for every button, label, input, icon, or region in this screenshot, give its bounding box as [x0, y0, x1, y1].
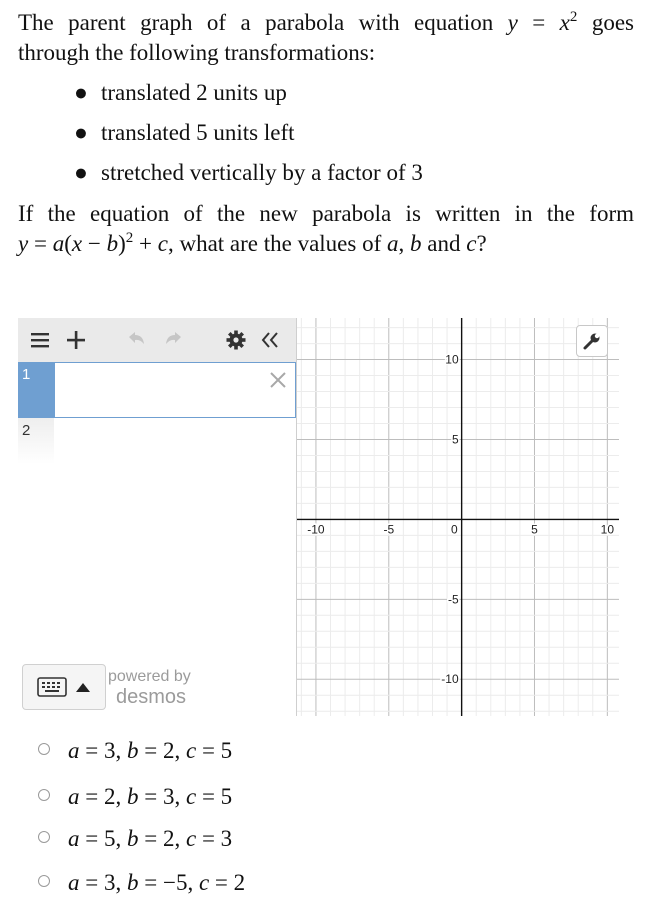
expression-row[interactable]: [18, 362, 296, 418]
paren: ): [118, 231, 126, 256]
equals: =: [138, 784, 163, 809]
x-tick-label: 5: [531, 522, 538, 537]
equals: =: [138, 826, 163, 851]
equals: =: [138, 870, 163, 895]
value-c: 2: [233, 870, 246, 895]
exponent: 2: [125, 230, 134, 246]
expression-row[interactable]: [18, 418, 296, 464]
bullet-icon: ●: [74, 160, 88, 185]
radio-button[interactable]: [38, 789, 50, 801]
question-line-2: through the following transformations:: [18, 40, 376, 65]
separator: ,: [187, 870, 199, 895]
desmos-logo-text: desmos: [116, 686, 187, 708]
var-b: b: [126, 826, 139, 851]
graph-settings-button[interactable]: [576, 325, 608, 357]
var-y: y: [18, 231, 29, 256]
x-tick-label: -5: [383, 522, 395, 537]
var-a: a: [68, 784, 80, 809]
radio-button[interactable]: [38, 875, 50, 887]
answer-option-3[interactable]: [38, 824, 232, 854]
question-text: goes: [577, 10, 634, 35]
value-c: 5: [220, 784, 233, 809]
radio-button[interactable]: [38, 831, 50, 843]
x-tick-label: -10: [307, 522, 325, 537]
equals: =: [79, 784, 104, 809]
question-mark: ?: [476, 231, 487, 256]
var-a: a: [387, 231, 399, 256]
equals: =: [196, 784, 221, 809]
separator: ,: [115, 826, 127, 851]
var-a: a: [68, 826, 80, 851]
delete-expression-icon[interactable]: [268, 370, 288, 390]
value-c: 5: [220, 738, 233, 763]
var-a: a: [68, 870, 80, 895]
value-c: 3: [220, 826, 233, 851]
hamburger-menu-icon[interactable]: [28, 328, 52, 352]
equals: =: [196, 826, 221, 851]
value-b: −5: [162, 870, 188, 895]
var-y: y: [507, 10, 518, 35]
equals: =: [209, 870, 234, 895]
var-a: a: [68, 738, 80, 763]
question-line-3: If the equation of the new parabola is written in the form: [18, 201, 634, 226]
separator: ,: [115, 784, 127, 809]
paren: (: [64, 231, 72, 256]
y-tick-label: -5: [447, 592, 459, 607]
y-tick-label: 5: [451, 432, 459, 447]
value-a: 3: [103, 738, 116, 763]
question-text: , what are the values of: [167, 231, 388, 256]
bullet-text: translated 5 units left: [101, 120, 295, 145]
value-a: 2: [103, 784, 116, 809]
value-b: 2: [162, 738, 175, 763]
keypad-toggle-button[interactable]: [22, 664, 106, 710]
bullet-item: [74, 118, 295, 148]
bullet-item: [74, 78, 287, 108]
value-a: 5: [103, 826, 116, 851]
comma: ,: [398, 231, 411, 256]
redo-icon[interactable]: [162, 328, 186, 352]
value-a: 3: [103, 870, 116, 895]
var-x: x: [559, 10, 570, 35]
var-b: b: [106, 231, 119, 256]
question-text: and: [421, 231, 467, 256]
add-expression-icon[interactable]: [64, 328, 88, 352]
var-b: b: [126, 738, 139, 763]
var-c: c: [185, 826, 197, 851]
bullet-icon: ●: [74, 80, 88, 105]
keyboard-icon: [37, 677, 67, 697]
equals: =: [79, 826, 104, 851]
separator: ,: [174, 826, 186, 851]
expression-panel: [18, 318, 296, 716]
equals: =: [196, 738, 221, 763]
bullet-text: stretched vertically by a factor of 3: [101, 160, 423, 185]
plus: +: [133, 231, 158, 256]
x-tick-label: 10: [600, 522, 615, 537]
var-b: b: [126, 870, 139, 895]
value-b: 2: [162, 826, 175, 851]
question-line-4: [18, 229, 634, 259]
graph-grid[interactable]: [297, 318, 619, 716]
bullet-item: [74, 158, 423, 188]
equals: =: [79, 870, 104, 895]
expression-index: 2: [18, 418, 54, 464]
var-c: c: [466, 231, 477, 256]
equals: =: [28, 231, 53, 256]
powered-by-text: powered by: [108, 668, 191, 685]
answer-option-1[interactable]: [38, 736, 232, 766]
answer-option-2[interactable]: [38, 782, 232, 812]
separator: ,: [174, 784, 186, 809]
var-a: a: [52, 231, 65, 256]
equals: =: [517, 10, 560, 35]
collapse-panel-icon[interactable]: [258, 328, 282, 352]
question-text: The parent graph of a parabola with equation: [18, 10, 508, 35]
y-tick-label: -10: [441, 672, 459, 687]
graph-paper[interactable]: [296, 318, 619, 716]
expression-toolbar: [18, 318, 296, 362]
var-b: b: [410, 231, 422, 256]
powered-by-desmos[interactable]: [108, 668, 191, 708]
bullet-icon: ●: [74, 120, 88, 145]
settings-gear-icon[interactable]: [224, 328, 248, 352]
expression-index: 1: [18, 362, 54, 418]
separator: ,: [115, 738, 127, 763]
equals: =: [138, 738, 163, 763]
radio-button[interactable]: [38, 743, 50, 755]
answer-option-4[interactable]: [38, 868, 245, 898]
value-b: 3: [162, 784, 175, 809]
separator: ,: [115, 870, 127, 895]
var-c: c: [185, 784, 197, 809]
exponent: 2: [569, 9, 578, 25]
separator: ,: [174, 738, 186, 763]
expression-input[interactable]: [54, 362, 296, 418]
var-c: c: [157, 231, 168, 256]
var-b: b: [126, 784, 139, 809]
var-c: c: [198, 870, 210, 895]
wrench-icon: [582, 331, 602, 351]
var-c: c: [185, 738, 197, 763]
equals: =: [79, 738, 104, 763]
origin-label: 0: [450, 522, 458, 537]
var-x: x: [71, 231, 83, 256]
caret-up-icon: [75, 681, 91, 693]
bullet-text: translated 2 units up: [101, 80, 287, 105]
undo-icon[interactable]: [124, 328, 148, 352]
question-line-1: [18, 8, 634, 38]
y-tick-label: 10: [445, 352, 459, 367]
minus: −: [82, 231, 107, 256]
